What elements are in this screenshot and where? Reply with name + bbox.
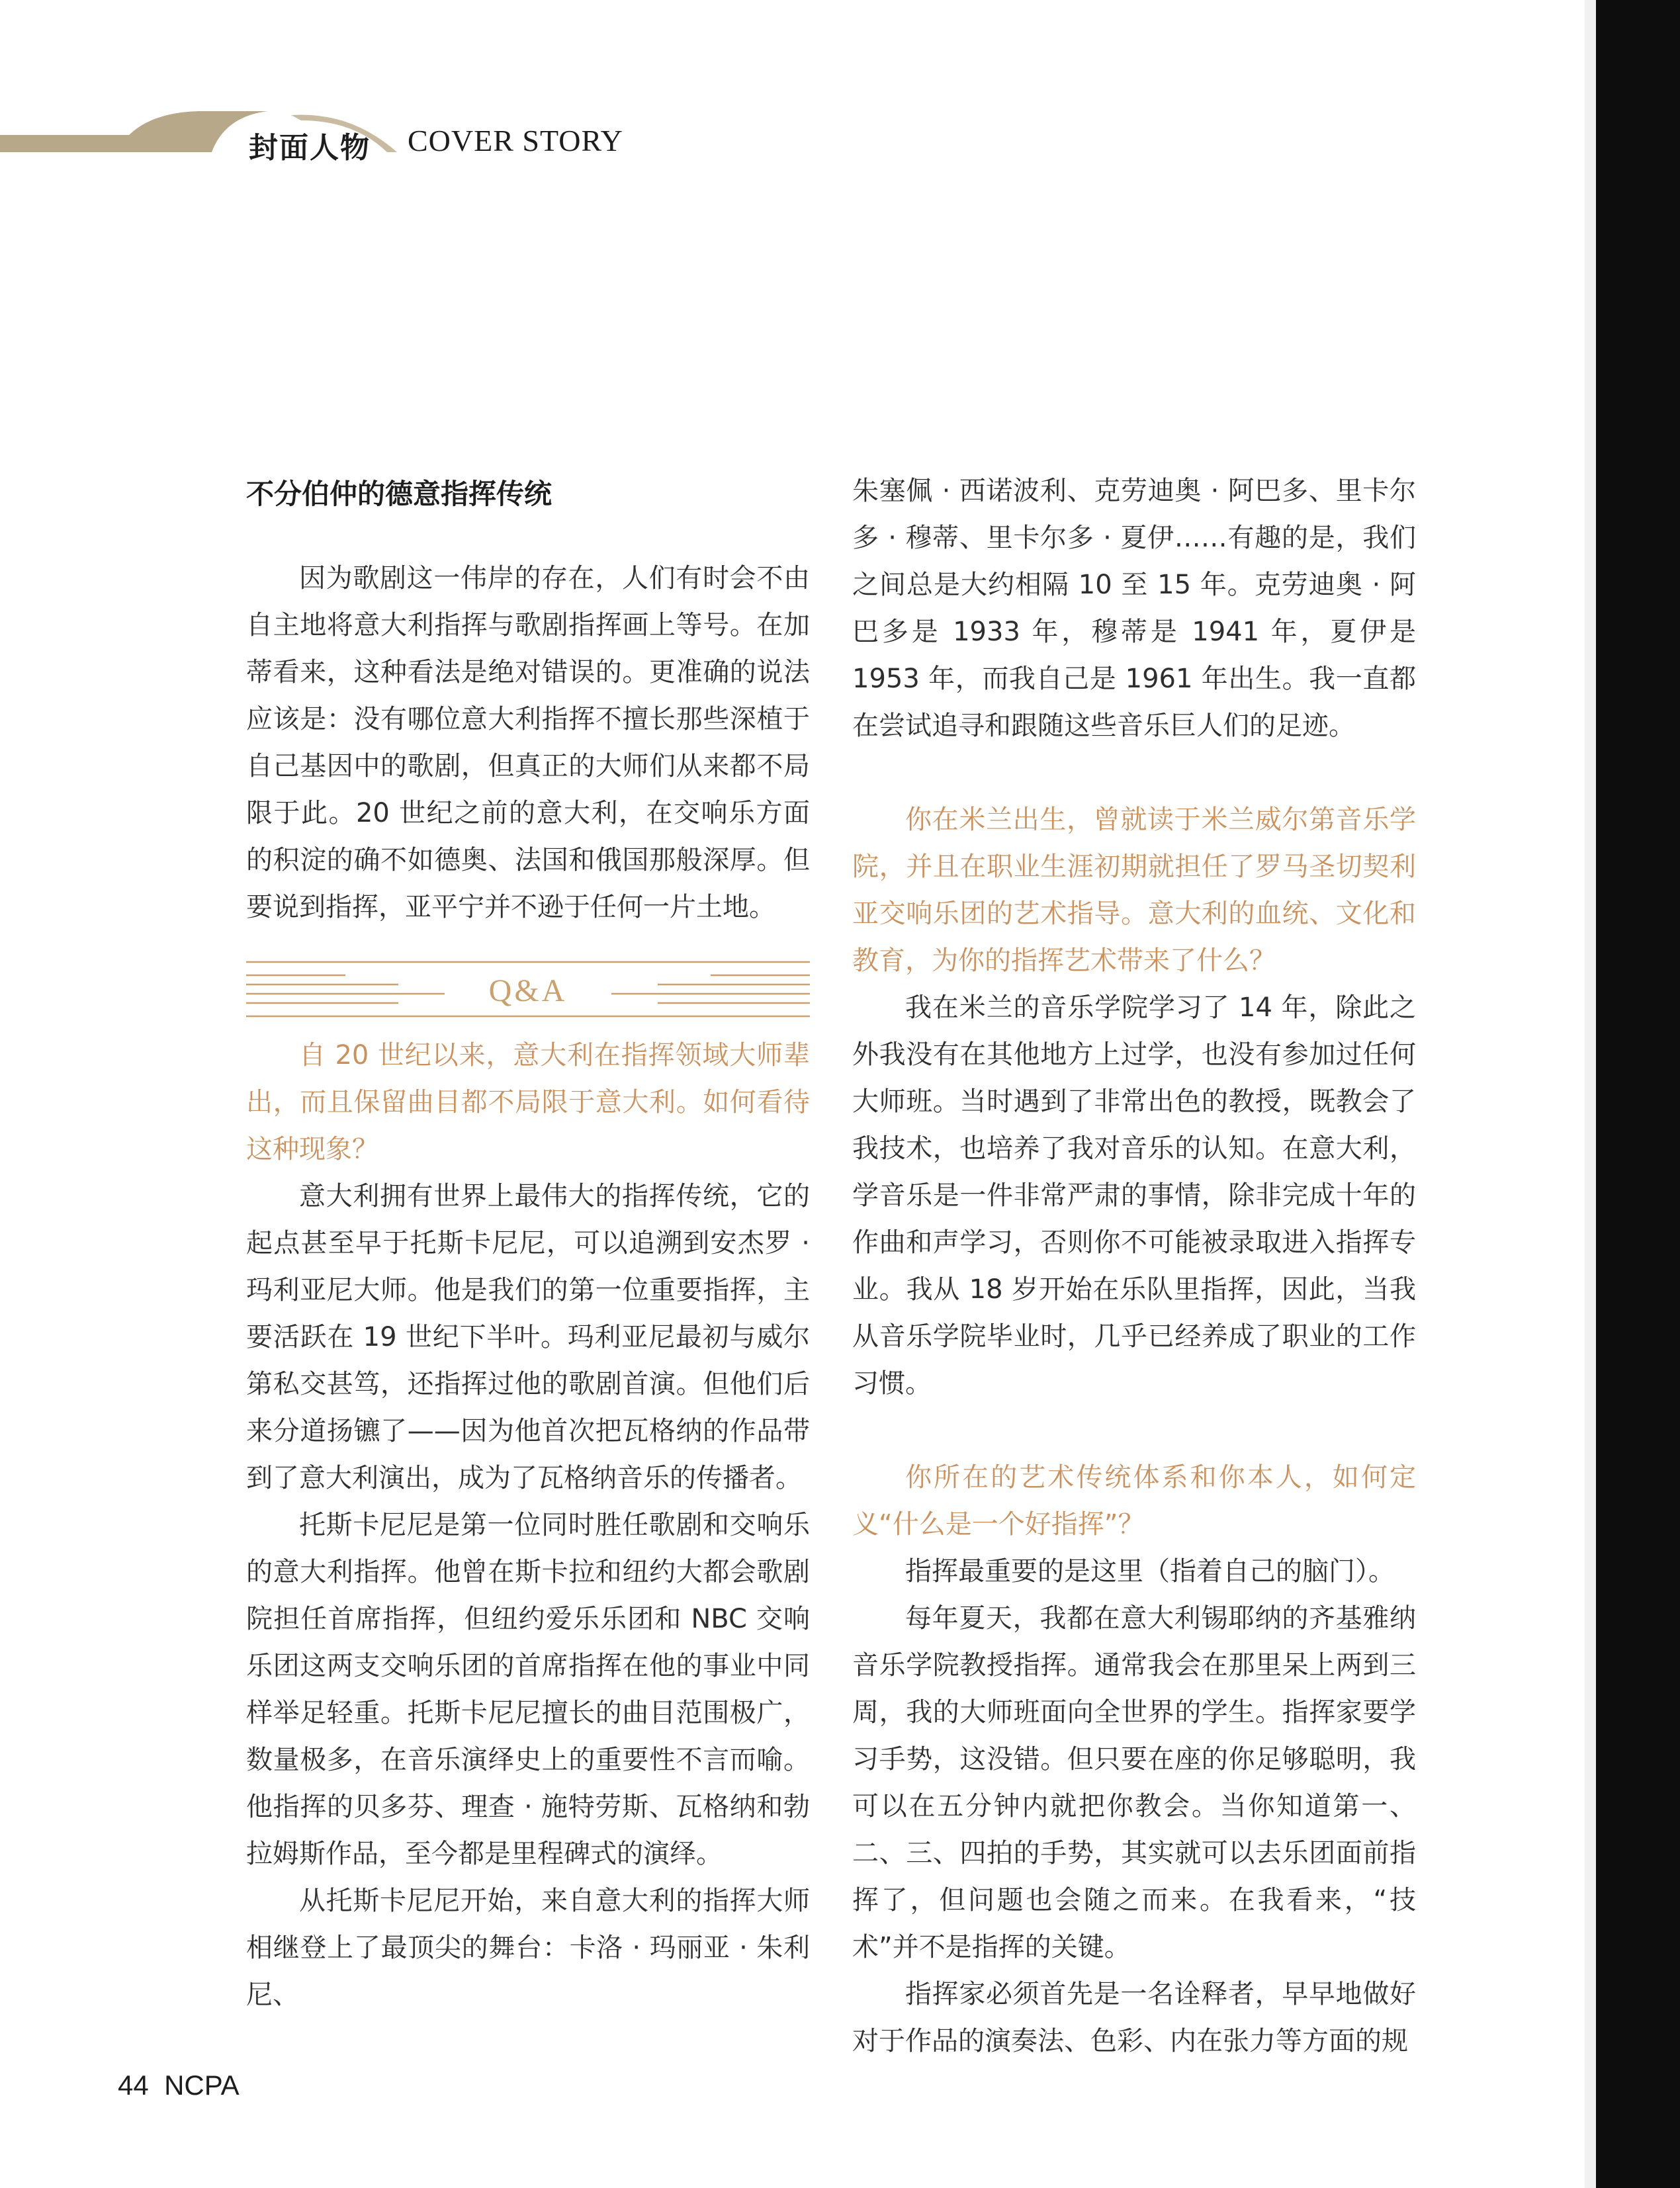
left-column (246, 470, 810, 2019)
answer-1-paragraph: 从托斯卡尼尼开始，来自意大利的指挥大师相继登上了最顶尖的舞台：卡洛 · 玛丽亚 · 朱利尼、 (246, 1886, 810, 2010)
spacer (852, 750, 1416, 797)
question-1: 自 20 世纪以来，意大利在指挥领域大师辈出，而且保留曲目都不局限于意大利。如何看待这种现象？ (246, 1040, 810, 1164)
qa-divider (246, 959, 810, 1019)
answer-1-continued: 朱塞佩 · 西诺波利、克劳迪奥 · 阿巴多、里卡尔多 · 穆蒂、里卡尔多 · 夏伊……有趣的是，我们之间总是大约相隔 10 至 15 年。克劳迪奥 · 阿巴多是 1933 年，穆蒂是 1941 年，夏伊是 1953 年，而我自己是 1961 年出生。我一直都在尝试追寻和跟随这些音乐巨人们的足迹。 (852, 476, 1416, 741)
qa-label: Q&A (488, 973, 568, 1008)
question-2: 你在米兰出生，曾就读于米兰威尔第音乐学院，并且在职业生涯初期就担任了罗马圣切契利亚交响乐团的艺术指导。意大利的血统、文化和教育，为你的指挥艺术带来了什么？ (852, 805, 1416, 976)
intro-paragraph: 因为歌剧这一伟岸的存在，人们有时会不由自主地将意大利指挥与歌剧指挥画上等号。在加蒂看来，这种看法是绝对错误的。更准确的说法应该是：没有哪位意大利指挥不擅长那些深植于自己基因中的歌剧，但真正的大师们从来都不局限于此。20 世纪之前的意大利，在交响乐方面的积淀的确不如德奥、法国和俄国那般深厚。但要说到指挥，亚平宁并不逊于任何一片土地。 (246, 563, 810, 922)
answer-3-paragraph: 指挥家必须首先是一名诠释者，早早地做好对于作品的演奏法、色彩、内在张力等方面的规 (852, 1979, 1416, 2056)
answer-3-paragraph: 每年夏天，我都在意大利锡耶纳的齐基雅纳音乐学院教授指挥。通常我会在那里呆上两到三周，我的大师班面向全世界的学生。指挥家要学习手势，这没错。但只要在座的你足够聪明，我可以在五分钟内就把你教会。当你知道第一、二、三、四拍的手势，其实就可以去乐团面前指挥了，但问题也会随之而来。在我看来，“技术”并不是指挥的关键。 (852, 1603, 1416, 1962)
answer-2-paragraph: 我在米兰的音乐学院学习了 14 年，除此之外我没有在其他地方上过学，也没有参加过任何大师班。当时遇到了非常出色的教授，既教会了我技术，也培养了我对音乐的认知。在意大利，学音乐是一件非常严肃的事情，除非完成十年的作曲和声学习，否则你不可能被录取进入指挥专业。我从 18 岁开始在乐队里指挥，因此，当我从音乐学院毕业时，几乎已经养成了职业的工作习惯。 (852, 992, 1416, 1399)
page-number: 44 (118, 2070, 149, 2101)
magazine-name: NCPA (164, 2070, 240, 2101)
answer-3-paragraph: 指挥最重要的是这里（指着自己的脑门）。 (905, 1556, 1395, 1587)
book-spine (1596, 0, 1680, 2188)
answer-1-paragraph: 托斯卡尼尼是第一位同时胜任歌剧和交响乐的意大利指挥。他曾在斯卡拉和纽约大都会歌剧院担任首席指挥，但纽约爱乐乐团和 NBC 交响乐团这两支交响乐团的首席指挥在他的事业中同样举足轻重。托斯卡尼尼擅长的曲目范围极广，数量极多，在音乐演绎史上的重要性不言而喻。他指挥的贝多芬、理查 · 施特劳斯、瓦格纳和勃拉姆斯作品，至今都是里程碑式的演绎。 (246, 1510, 810, 1869)
section-label-english: COVER STORY (408, 124, 623, 157)
question-3: 你所在的艺术传统体系和你本人，如何定义“什么是一个好指挥”？ (852, 1462, 1416, 1540)
section-title: 不分伯仲的德意指挥传统 (246, 478, 553, 510)
page-footer (118, 2070, 240, 2101)
section-label-chinese: 封面人物 (249, 131, 371, 165)
right-column (852, 468, 1416, 2065)
spacer (852, 1407, 1416, 1454)
answer-1-paragraph: 意大利拥有世界上最伟大的指挥传统，它的起点甚至早于托斯卡尼尼，可以追溯到安杰罗 · 玛利亚尼大师。他是我们的第一位重要指挥，主要活跃在 19 世纪下半叶。玛利亚尼最初与威尔第私交甚笃，还指挥过他的歌剧首演。但他们后来分道扬镳了——因为他首次把瓦格纳的作品带到了意大利演出，成为了瓦格纳音乐的传播者。 (246, 1181, 810, 1493)
